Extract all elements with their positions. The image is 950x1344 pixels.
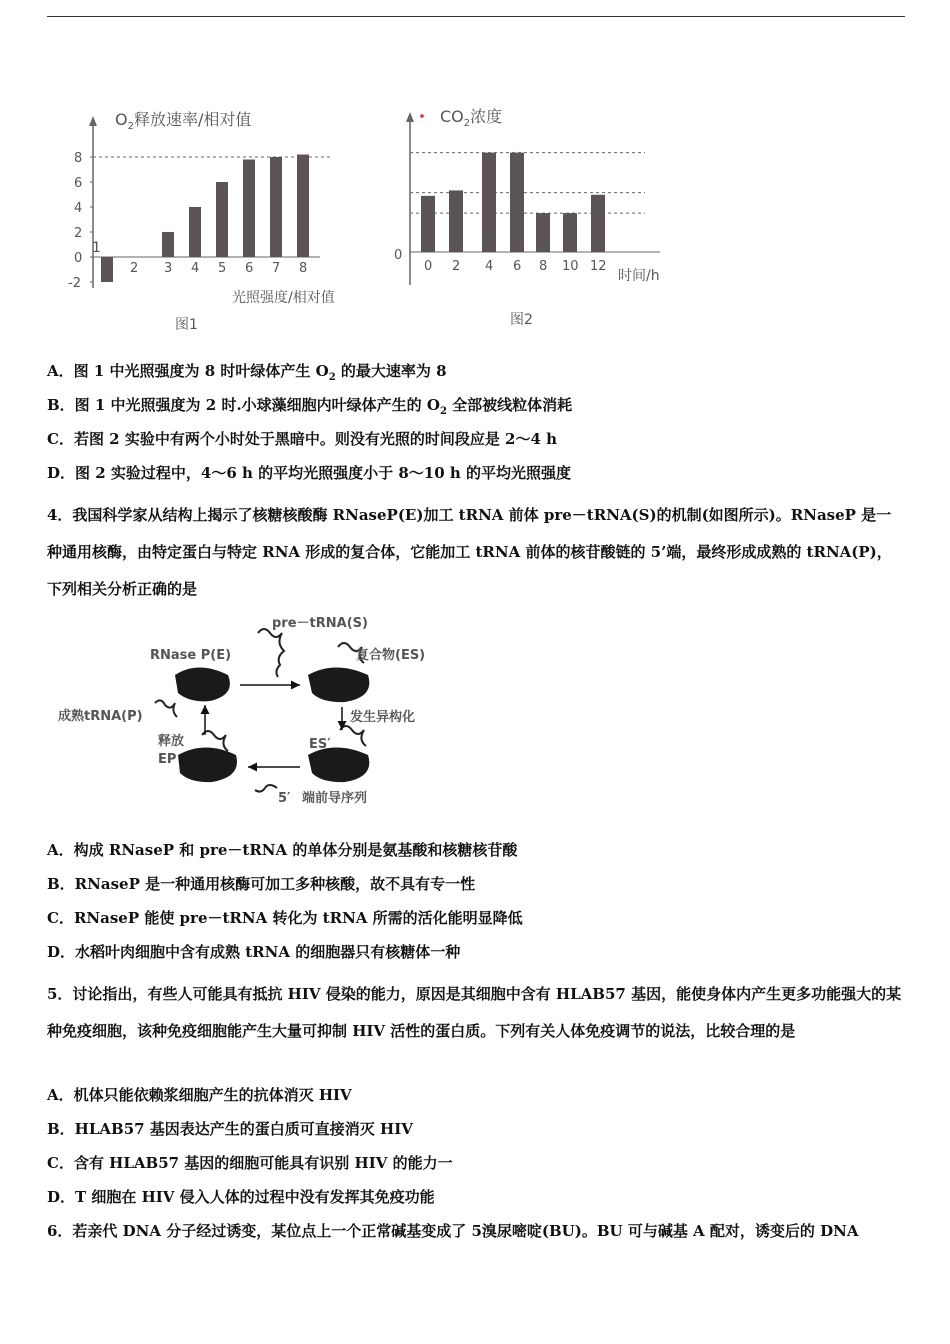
fig2-x-tick: 10 — [562, 259, 579, 274]
fig2-x-tick: 0 — [424, 259, 433, 274]
q4-option-b: B．RNaseP 是一种通用核酶可加工多种核酸，故不具有专一性 — [47, 875, 476, 893]
esprime-trna-squiggle — [340, 726, 366, 746]
q3-option-c: C．若图 2 实验中有两个小时处于黑暗中。则没有光照的时间段应是 2～4 h — [47, 430, 558, 448]
q5-option-d: D．T 细胞在 HIV 侵入人体的过程中没有发挥其免疫功能 — [47, 1188, 435, 1206]
fig1-x-label: 光照强度/相对值 — [232, 290, 335, 306]
fig1-x-tick: 8 — [299, 261, 308, 276]
enzyme-esprime-shape — [308, 748, 369, 783]
q5-stem: 5．讨论指出，有些人可能具有抵抗 HIV 侵染的能力，原因是其细胞中含有 HLAB57 基因，能使身体内产生更多功能强大的某种免疫细胞，该种免疫细胞能产生大量可抑制 HIV 活性的蛋白质。下列有关人体免疫调节的说法，比较合理的是 — [47, 985, 902, 1040]
q4-stem: 4．我国科学家从结构上揭示了核糖核酸酶 RNaseP(E)加工 tRNA 前体 pre－tRNA(S)的机制(如图所示)。RNaseP 是一种通用核酶，由特定蛋白与特定 RNA 形成的复合体，它能加工 tRNA 前体的核苷酸链的 5’端，最终形成成熟的 tRNA(P)，下列相关分析正确的是 — [47, 506, 892, 598]
enzyme-es-shape — [308, 668, 369, 703]
q5-option-c: C．含有 HLAB57 基因的细胞可能具有识别 HIV 的能力一 — [47, 1154, 453, 1172]
enzyme-ep-shape — [178, 748, 237, 783]
label-leader: 端前导序列 — [302, 791, 368, 806]
header-rule — [47, 16, 905, 17]
q4-option-a: A．构成 RNaseP 和 pre－tRNA 的单体分别是氨基酸和核糖核苷酸 — [47, 841, 518, 859]
q4-option-d: D．水稻叶肉细胞中含有成熟 tRNA 的细胞器只有核糖体一种 — [47, 943, 461, 961]
q6-stem: 6．若亲代 DNA 分子经过诱变，某位点上一个正常碱基变成了 5溴尿嘧啶(BU)。BU 可与碱基 A 配对，诱变后的 DNA — [47, 1222, 859, 1240]
q3-option-d: D．图 2 实验过程中，4～6 h 的平均光照强度小于 8～10 h 的平均光照强度 — [47, 464, 571, 482]
fig1-x-tick: 5 — [218, 261, 227, 276]
fig2-title: $CO_2$浓度 — [440, 107, 503, 129]
q4-option-c: C．RNaseP 能使 pre－tRNA 转化为 tRNA 所需的活化能明显降低 — [47, 909, 523, 927]
figure-1-chart — [60, 100, 390, 345]
fig2-x-tick: 6 — [513, 259, 522, 274]
fig2-bar — [536, 213, 550, 252]
label-release: 释放 — [158, 734, 185, 749]
figure-2-chart — [390, 100, 690, 345]
label-mature-trna: 成熟tRNA(P) — [58, 709, 143, 724]
fig2-bar — [563, 213, 577, 252]
fig2-x-tick: 12 — [590, 259, 607, 274]
fig1-y-tick: -2 — [68, 276, 81, 291]
label-complex: 复合物(ES) — [356, 648, 426, 663]
fig2-dot — [420, 114, 424, 118]
fig1-bar — [101, 257, 113, 282]
fig1-x-tick: 7 — [272, 261, 281, 276]
fig1-bar — [270, 157, 282, 257]
fig1-x-tick: 6 — [245, 261, 254, 276]
fig1-y-axis-arrow — [89, 116, 97, 126]
mature-trna-squiggle — [155, 700, 177, 717]
fig2-caption: 图2 — [510, 312, 533, 328]
label-es-prime: ES′ — [309, 737, 331, 752]
fig1-y-tick: 4 — [74, 201, 83, 216]
fig2-bar — [421, 196, 435, 252]
leader-squiggle — [255, 785, 277, 792]
fig2-bar — [449, 190, 463, 252]
fig1-y-tick: 2 — [74, 226, 83, 241]
label-pre-trna: pre－tRNA(S) — [272, 616, 368, 631]
label-isomer: 发生异构化 — [350, 710, 416, 725]
fig1-bar — [162, 232, 174, 257]
fig1-title: $O_2$释放速率/相对值 — [115, 110, 252, 132]
fig1-bar — [216, 182, 228, 257]
q3-option-a: A．图 1 中光照强度为 8 时叶绿体产生 $O_2$ 的最大速率为 8 — [47, 362, 447, 383]
fig2-y-axis-arrow — [406, 112, 414, 122]
fig2-x-tick: 4 — [485, 259, 494, 274]
label-ep: EP — [158, 752, 177, 767]
q5-option-a: A．机体只能依赖浆细胞产生的抗体消灭 HIV — [47, 1086, 352, 1104]
fig2-bar — [510, 153, 524, 252]
fig1-point-label: 1 — [92, 240, 101, 256]
fig1-y-tick: 6 — [74, 176, 83, 191]
fig1-x-tick: 4 — [191, 261, 200, 276]
fig1-bar — [297, 155, 309, 258]
fig1-bar — [243, 160, 255, 258]
rnasep-diagram — [50, 605, 470, 815]
fig1-y-tick: 0 — [74, 251, 83, 266]
fig1-caption: 图1 — [175, 317, 198, 333]
label-rnasep: RNase P(E) — [150, 648, 232, 663]
fig2-zero-label: 0 — [394, 248, 403, 263]
fig1-x-tick: 2 — [130, 261, 139, 276]
fig2-x-tick: 2 — [452, 259, 461, 274]
fig1-y-tick: 8 — [74, 151, 83, 166]
label-five-prime: 5′ — [278, 791, 291, 806]
fig1-bar — [189, 207, 201, 257]
q3-option-b: B．图 1 中光照强度为 2 时.小球藻细胞内叶绿体产生的 $O_2$ 全部被线粒体消耗 — [47, 396, 573, 417]
fig2-x-tick: 8 — [539, 259, 548, 274]
fig2-bar — [482, 153, 496, 252]
fig1-x-tick: 3 — [164, 261, 173, 276]
pre-trna-squiggle — [258, 629, 284, 677]
enzyme-e-shape — [175, 668, 230, 702]
q5-option-b: B．HLAB57 基因表达产生的蛋白质可直接消灭 HIV — [47, 1120, 413, 1138]
fig2-bar — [591, 195, 605, 252]
fig2-x-label: 时间/h — [618, 268, 660, 284]
